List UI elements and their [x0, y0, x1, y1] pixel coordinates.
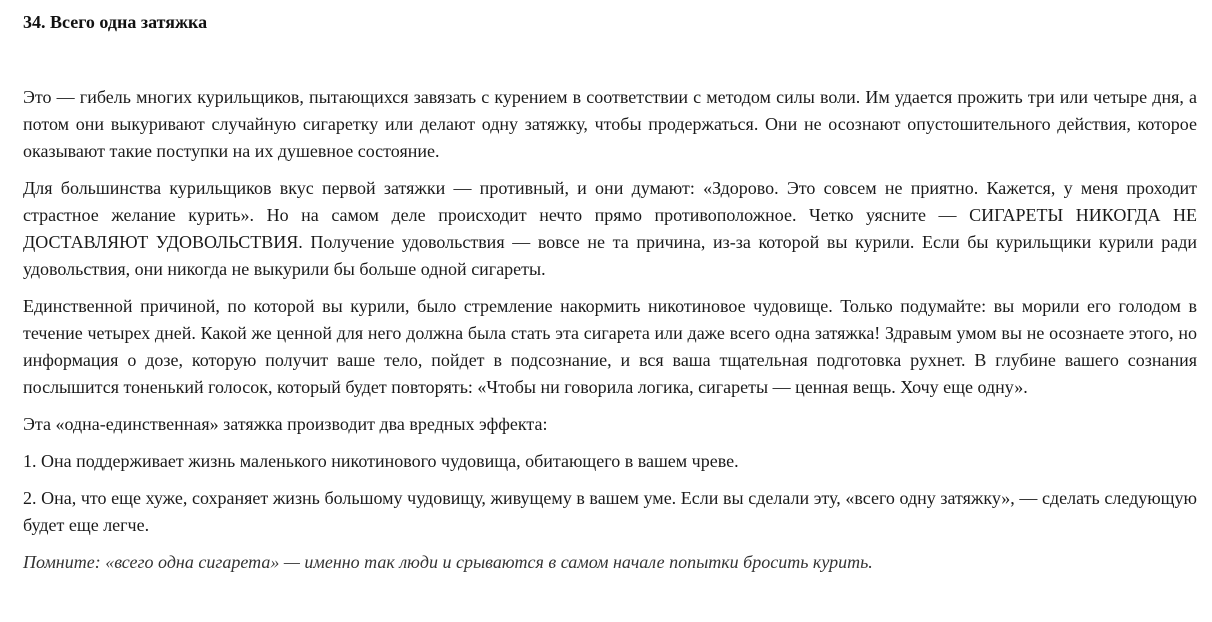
paragraph-2: Для большинства курильщиков вкус первой затяжки — противный, и они думают: «Здорово. Это совсем не приятно. Кажется, у меня проходит страстное желание курить». Но на самом деле происходит нечто прямо противоположное. Четко уясните — СИГАРЕТЫ НИКОГДА НЕ ДОСТАВЛЯЮТ УДОВОЛЬСТВИЯ. Получение удовольствия — вовсе не та причина, из-за которой вы курили. Если бы курильщики курили ради удовольствия, они никогда не выкурили бы больше одной сигареты. [23, 178, 1197, 279]
chapter-title: 34. Всего одна затяжка [23, 12, 208, 32]
paragraph-1: Это — гибель многих курильщиков, пытающихся завязать с курением в соответствии с методом силы воли. Им удается прожить три или четыре дня, а потом они выкуривают случайную сигаретку или делают одну затяжку, чтобы продержаться. Они не осознают опустошительного действия, которое оказывают такие поступки на их душевное состояние. [23, 87, 1197, 161]
paragraph-3: Единственной причиной, по которой вы курили, было стремление накормить никотиновое чудовище. Только подумайте: вы морили его голодом в течение четырех дней. Какой же ценной для него должна была стать эта сигарета или даже всего одна затяжка! Здравым умом вы не осознаете этого, но информация о дозе, которую получит ваше тело, пойдет в подсознание, и вся ваша тщательная подготовка рухнет. В глубине вашего сознания послышится тоненький голосок, который будет повторять: «Чтобы ни говорила логика, сигареты — ценная вещь. Хочу еще одну». [23, 296, 1197, 397]
paragraph-4: Эта «одна-единственная» затяжка производит два вредных эффекта: [23, 414, 548, 434]
italic-note: Помните: «всего одна сигарета» — именно так люди и срываются в самом начале попытки бросить курить. [23, 552, 873, 572]
list-item-2: 2. Она, что еще хуже, сохраняет жизнь большому чудовищу, живущему в вашем уме. Если вы сделали эту, «всего одну затяжку», — сделать следующую будет еще легче. [23, 488, 1197, 535]
list-item-1: 1. Она поддерживает жизнь маленького никотинового чудовища, обитающего в вашем чреве. [23, 451, 739, 471]
document-page [23, 0, 1197, 576]
